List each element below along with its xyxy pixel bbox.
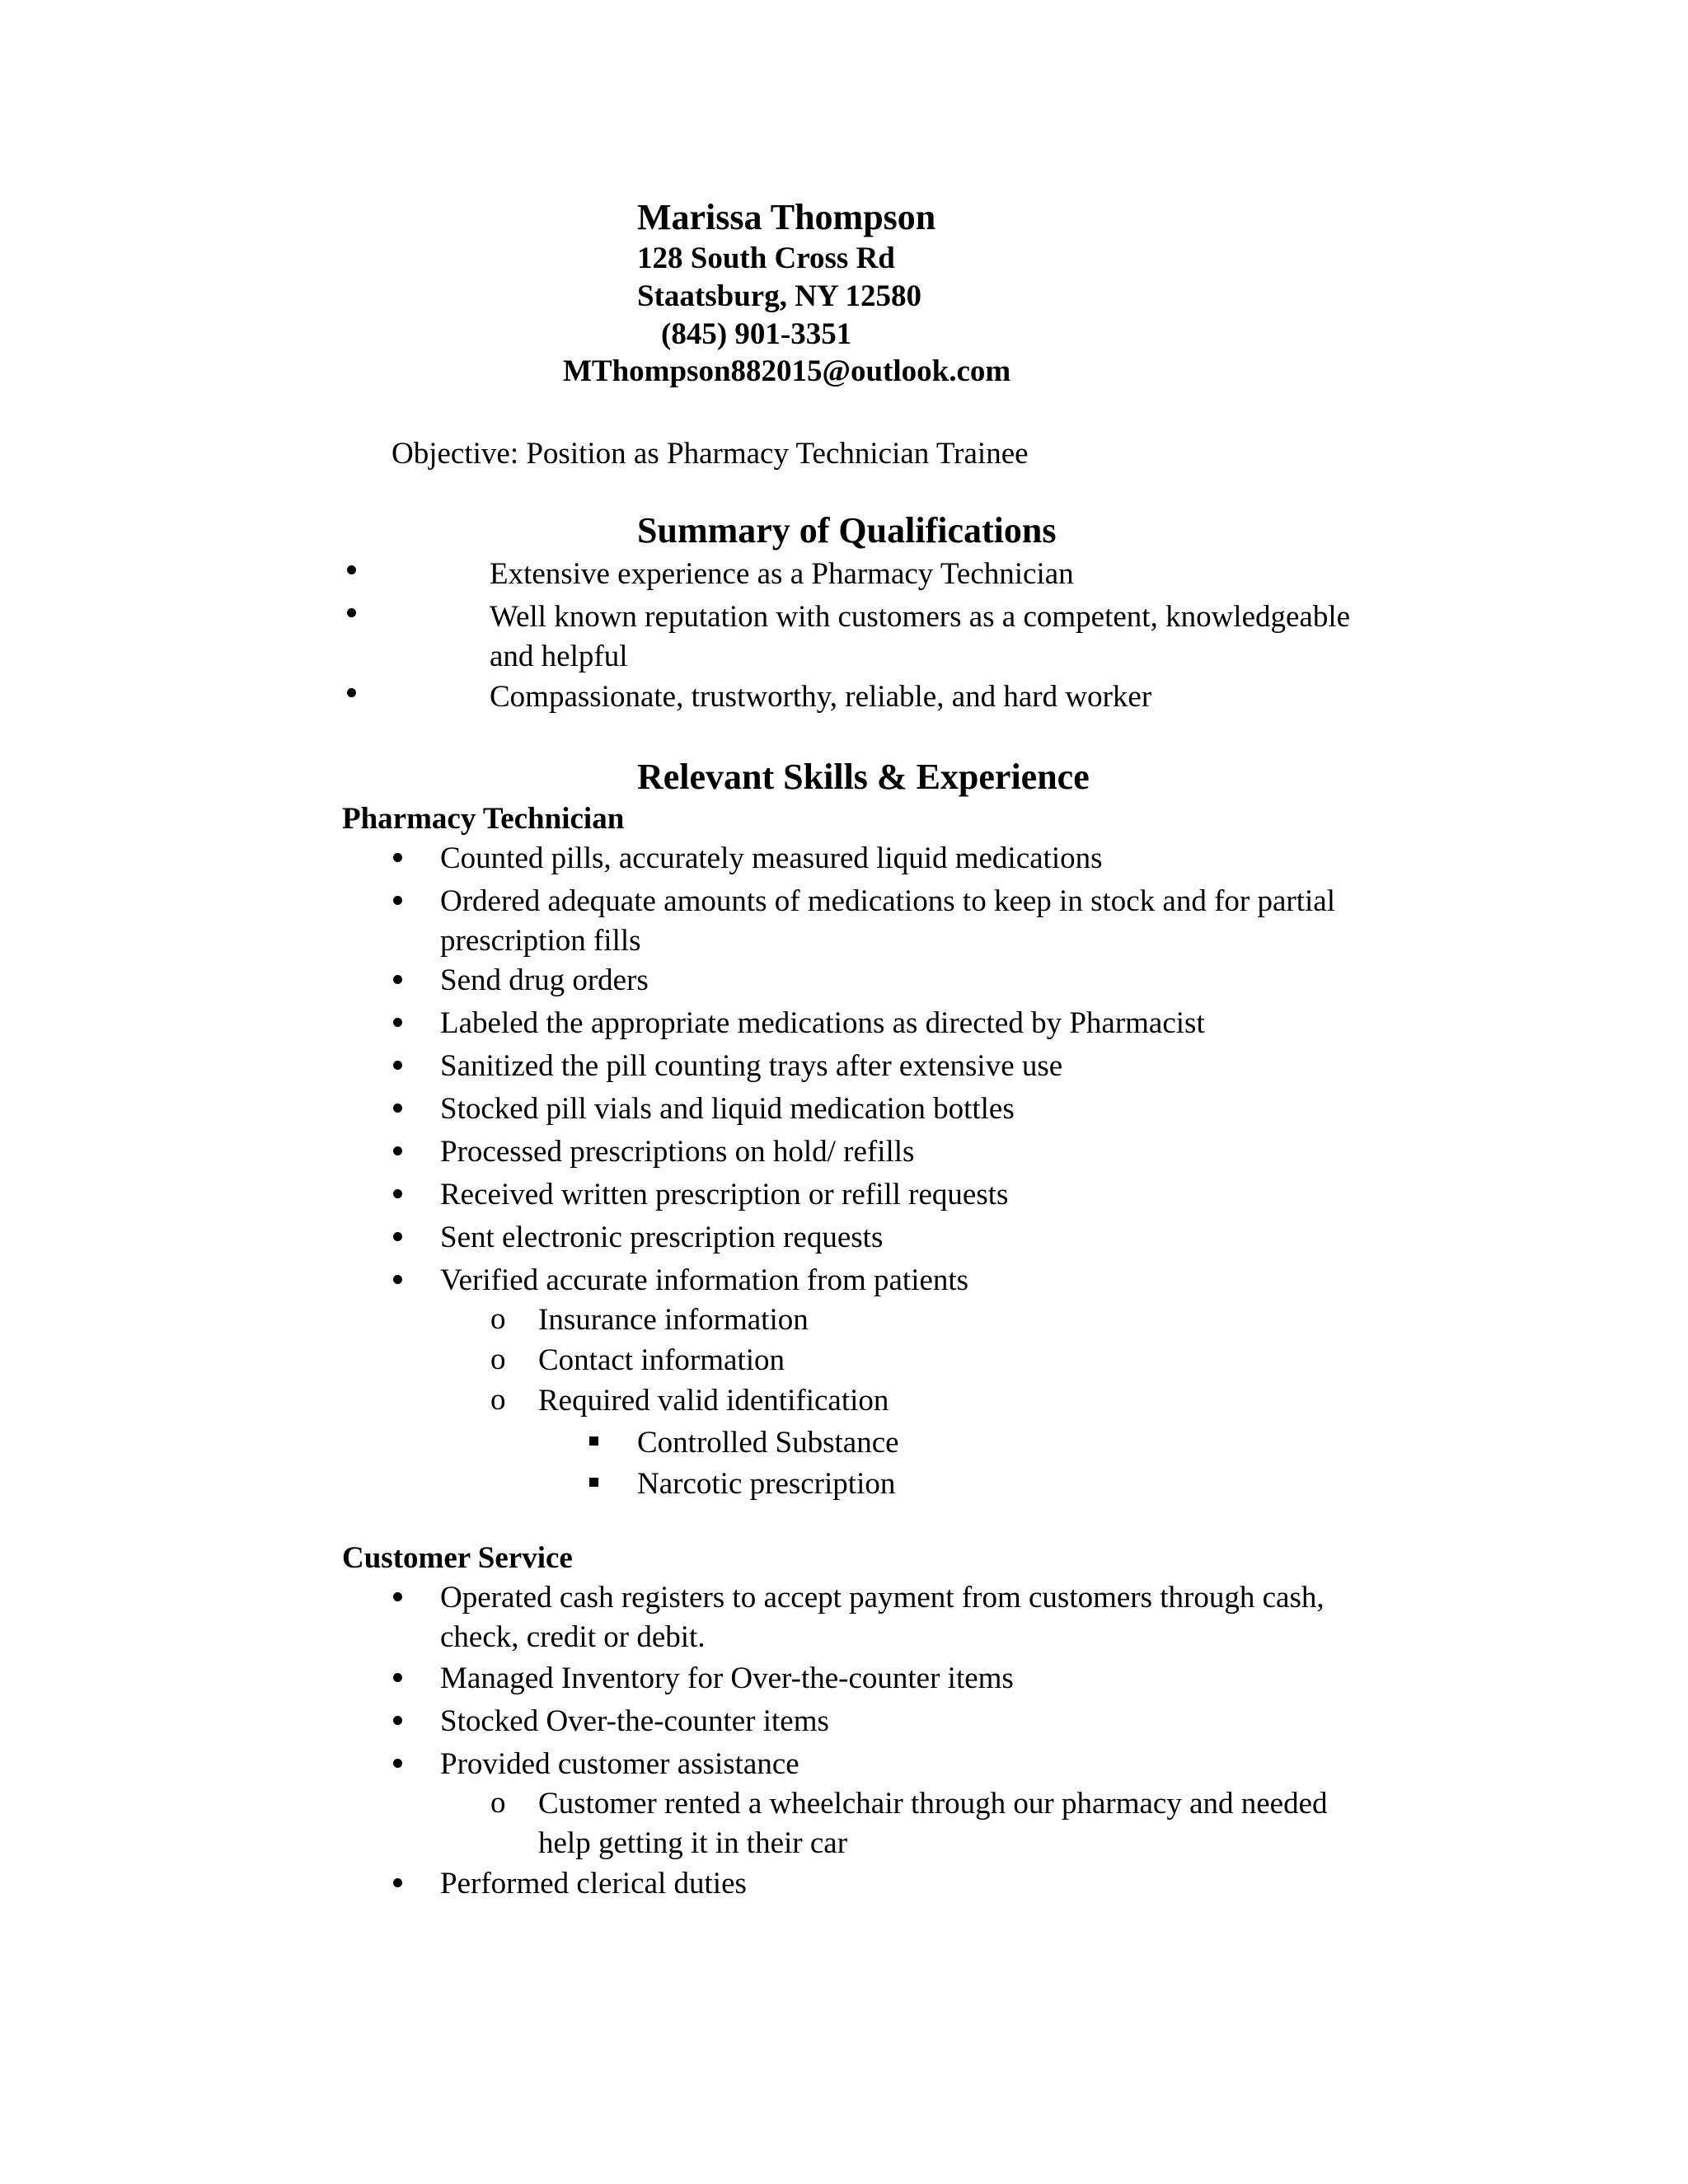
square-bullet-icon bbox=[589, 1436, 598, 1446]
summary-item-continued: and helpful bbox=[490, 640, 628, 673]
pharmacy-item-continued: prescription fills bbox=[440, 924, 641, 958]
phone-number: (845) 901-3351 bbox=[661, 317, 852, 351]
pharmacy-sub-item: Contact information bbox=[538, 1343, 785, 1377]
hollow-bullet-icon: o bbox=[490, 1302, 506, 1336]
bullet-icon bbox=[347, 688, 356, 697]
bullet-icon bbox=[393, 896, 402, 905]
customer-service-sub-item: Customer rented a wheelchair through our pharmacy and needed bbox=[538, 1787, 1328, 1821]
customer-service-item: Operated cash registers to accept payment from customers through cash, bbox=[440, 1581, 1325, 1615]
hollow-bullet-icon: o bbox=[490, 1383, 506, 1417]
customer-service-heading: Customer Service bbox=[342, 1541, 573, 1575]
summary-item: Compassionate, trustworthy, reliable, and hard worker bbox=[490, 680, 1152, 714]
bullet-icon bbox=[393, 1592, 402, 1601]
pharmacy-item: Sanitized the pill counting trays after extensive use bbox=[440, 1049, 1063, 1083]
summary-item: Extensive experience as a Pharmacy Technician bbox=[490, 557, 1074, 591]
bullet-icon bbox=[393, 1673, 402, 1682]
address-street: 128 South Cross Rd bbox=[637, 241, 895, 275]
pharmacy-item: Ordered adequate amounts of medications to keep in stock and for partial bbox=[440, 884, 1335, 918]
summary-heading: Summary of Qualifications bbox=[637, 510, 1057, 551]
pharmacy-item: Verified accurate information from patients bbox=[440, 1263, 969, 1297]
address-city: Staatsburg, NY 12580 bbox=[637, 279, 922, 313]
customer-service-item: Performed clerical duties bbox=[440, 1867, 747, 1900]
email-address: MThompson882015@outlook.com bbox=[563, 354, 1011, 388]
bullet-icon bbox=[347, 608, 356, 617]
customer-service-sub-item-continued: help getting it in their car bbox=[538, 1826, 848, 1860]
bullet-icon bbox=[393, 1275, 402, 1284]
applicant-name: Marissa Thompson bbox=[637, 197, 936, 237]
pharmacy-item: Sent electronic prescription requests bbox=[440, 1221, 884, 1254]
bullet-icon bbox=[393, 1146, 402, 1155]
pharmacy-sub-sub-item: Controlled Substance bbox=[637, 1426, 899, 1460]
pharmacy-item: Counted pills, accurately measured liquid medications bbox=[440, 841, 1103, 875]
bullet-icon bbox=[393, 853, 402, 862]
bullet-icon bbox=[393, 1759, 402, 1768]
customer-service-item: Stocked Over-the-counter items bbox=[440, 1704, 829, 1738]
pharmacy-item: Labeled the appropriate medications as directed by Pharmacist bbox=[440, 1006, 1205, 1040]
summary-item: Well known reputation with customers as a competent, knowledgeable bbox=[490, 600, 1351, 634]
pharmacy-sub-item: Required valid identification bbox=[538, 1384, 889, 1418]
hollow-bullet-icon: o bbox=[490, 1343, 506, 1376]
objective-line: Objective: Position as Pharmacy Technician Trainee bbox=[392, 437, 1029, 471]
bullet-icon bbox=[393, 1878, 402, 1887]
bullet-icon bbox=[393, 975, 402, 984]
experience-heading: Relevant Skills & Experience bbox=[637, 757, 1090, 797]
bullet-icon bbox=[393, 1018, 402, 1027]
customer-service-item-continued: check, credit or debit. bbox=[440, 1620, 706, 1654]
bullet-icon bbox=[393, 1716, 402, 1725]
pharmacy-technician-heading: Pharmacy Technician bbox=[342, 802, 625, 836]
customer-service-item: Provided customer assistance bbox=[440, 1747, 799, 1781]
customer-service-item: Managed Inventory for Over-the-counter items bbox=[440, 1661, 1014, 1695]
pharmacy-sub-item: Insurance information bbox=[538, 1303, 809, 1337]
pharmacy-item: Stocked pill vials and liquid medication bottles bbox=[440, 1092, 1015, 1126]
pharmacy-item: Received written prescription or refill requests bbox=[440, 1178, 1009, 1212]
bullet-icon bbox=[393, 1232, 402, 1241]
bullet-icon bbox=[393, 1189, 402, 1198]
pharmacy-sub-sub-item: Narcotic prescription bbox=[637, 1467, 896, 1501]
pharmacy-item: Processed prescriptions on hold/ refills bbox=[440, 1135, 915, 1169]
pharmacy-item: Send drug orders bbox=[440, 963, 649, 997]
bullet-icon bbox=[393, 1104, 402, 1113]
hollow-bullet-icon: o bbox=[490, 1786, 506, 1820]
square-bullet-icon bbox=[589, 1478, 598, 1487]
bullet-icon bbox=[347, 565, 356, 574]
bullet-icon bbox=[393, 1061, 402, 1070]
